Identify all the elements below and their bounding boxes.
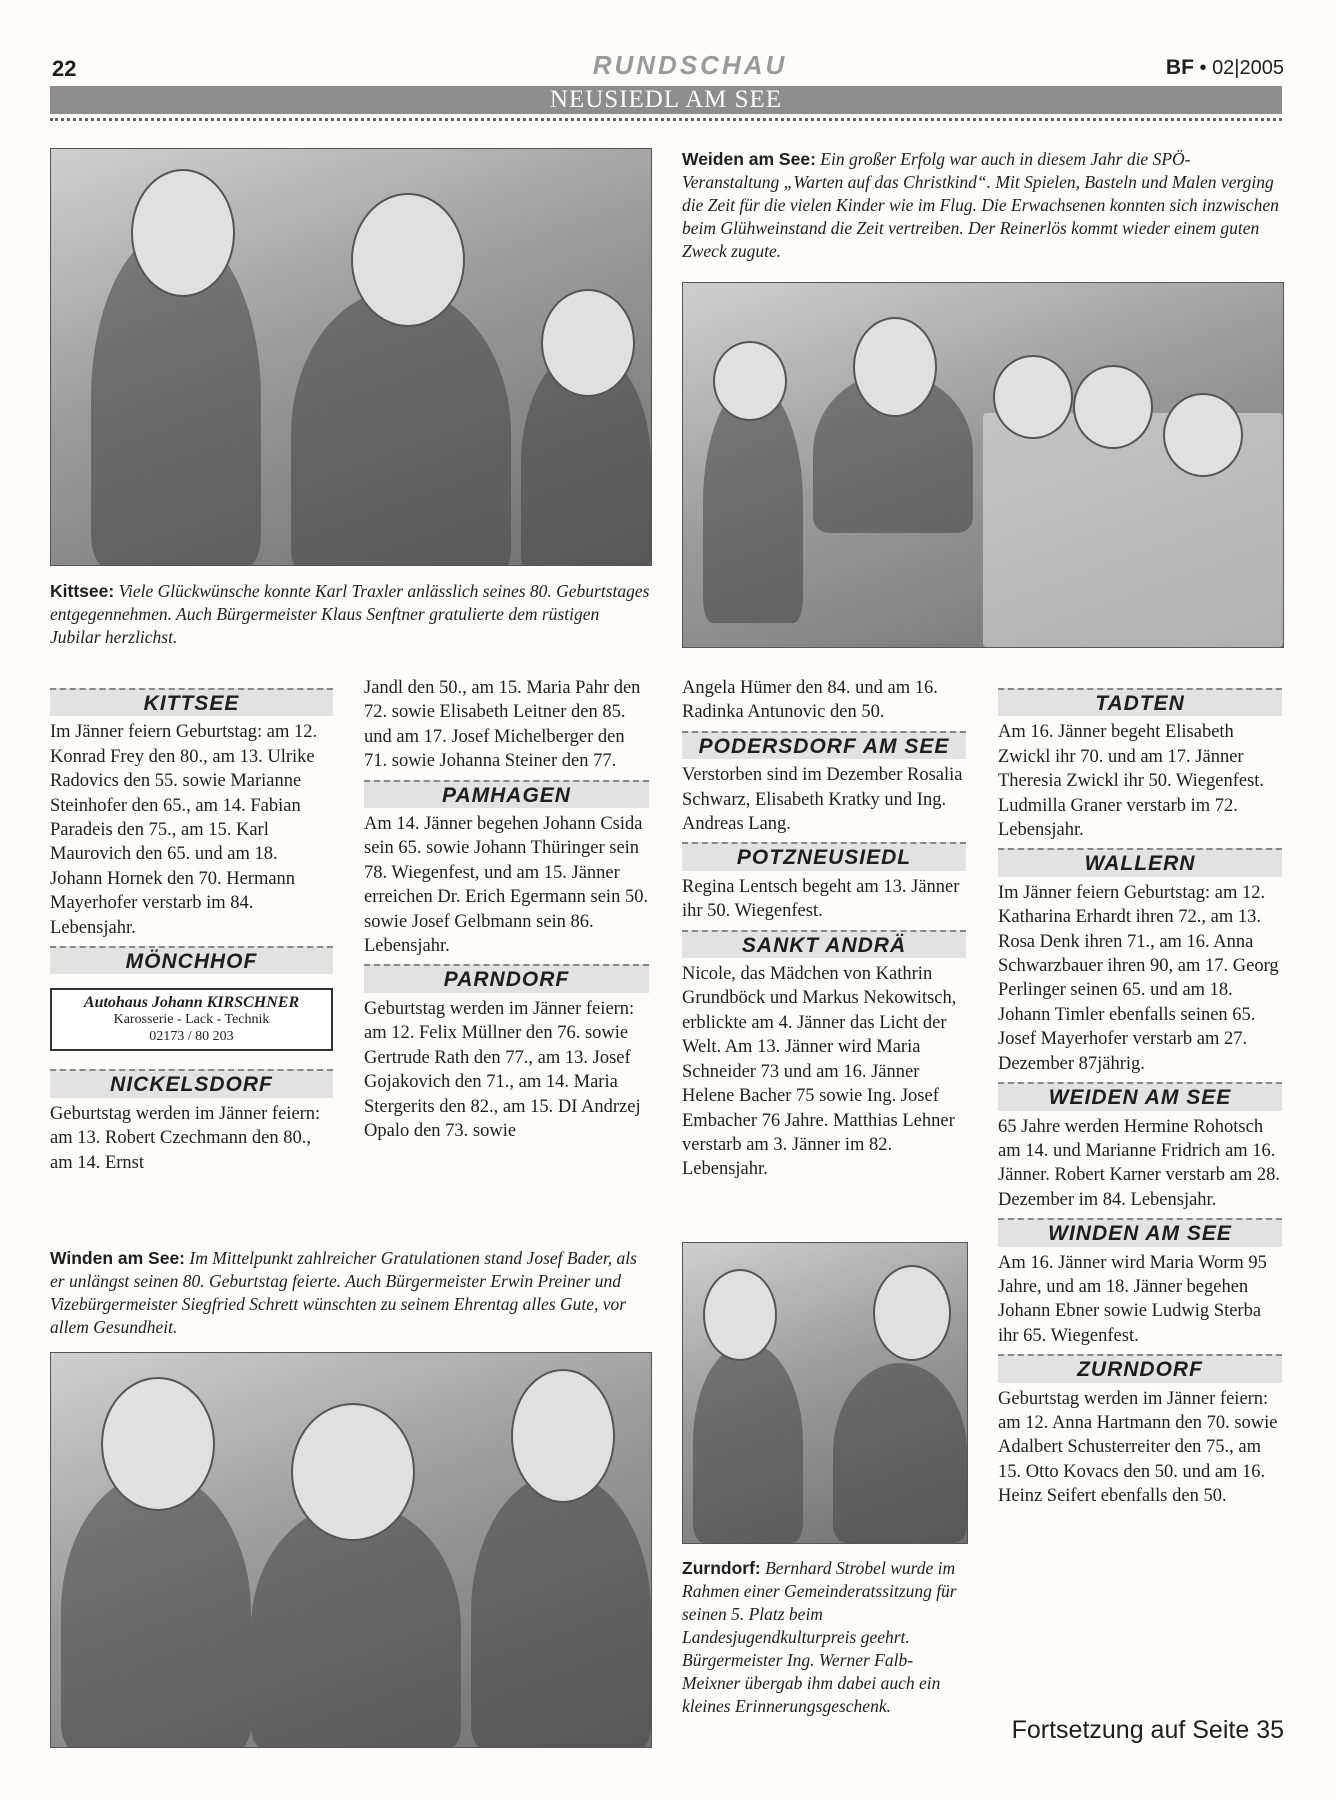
page-number: 22 <box>52 56 77 81</box>
photo-kittsee <box>50 148 652 566</box>
text-pamhagen: Am 14. Jänner begehen Johann Csida sein 65. sowie Johann Thüringer sein 78. Wiegenfest, und am 15. Jänner erreichen Dr. Erich Egermann sein 50. sowie Josef Gelbmann sein 86. Lebensjahr. <box>364 814 649 957</box>
ad-kirschner <box>50 988 333 1051</box>
text-sankt-andrae: Nicole, das Mädchen von Kathrin Grundböck und Markus Nekowitsch, erblickte am 4. Jänner das Licht der Welt. Am 13. Jänner wird Maria Schneider 73 und am 16. Jänner Helene Bacher 75 sowie Ing. Josef Embacher 76 Jahre. Matthias Lehner verstarb am 3. Jänner im 82. Lebensjahr. <box>682 964 957 1180</box>
column-4 <box>998 682 1282 1509</box>
column-2 <box>364 676 649 1143</box>
column-1 <box>50 682 333 1175</box>
text-nickelsdorf: Geburtstag werden im Jänner feiern: am 13. Robert Czechmann den 80., am 14. Ernst <box>50 1103 321 1173</box>
text-tadten: Am 16. Jänner begeht Elisabeth Zwickl ihr 70. und am 17. Jänner Theresia Zwickl ihr 50. Wiegenfest. Ludmilla Graner verstarb im 72. Lebensjahr. <box>998 722 1265 841</box>
caption-weiden <box>682 148 1282 263</box>
text-weiden: 65 Jahre werden Hermine Rohotsch am 14. und Marianne Fridrich am 16. Jänner. Robert Karner verstarb am 28. Dezember im 84. Lebensjahr. <box>998 1116 1281 1210</box>
text-podersdorf: Verstorben sind im Dezember Rosalia Schwarz, Elisabeth Kratky und Ing. Andreas Lang. <box>682 765 963 835</box>
heading-tadten: TADTEN <box>998 688 1282 716</box>
caption-place: Winden am See: <box>50 1248 186 1268</box>
column-3 <box>682 676 966 1182</box>
ad-line: Karosserie - Lack - Technik <box>113 1012 270 1028</box>
caption-kittsee <box>50 580 650 649</box>
heading-kittsee: KITTSEE <box>50 688 333 716</box>
caption-text: Ein großer Erfolg war auch in diesem Jahr die SPÖ-Veranstaltung „Warten auf das Christkind“. Mit Spielen, Basteln und Malen verging die Zeit für die vielen Kinder wie im Flug. Die Erwachsenen konnten sich inzwischen beim Glühweinstand die Zeit vertreiben. Der Reinerlös kommt wieder einem guten Zweck zugute. <box>682 149 1279 261</box>
heading-moenchhof: MÖNCHHOF <box>50 946 333 974</box>
text-nickelsdorf-cont: Jandl den 50., am 15. Maria Pahr den 72. sowie Elisabeth Leitner den 85. und am 17. Josef Michelberger den 71. sowie Johanna Steiner den 77. <box>364 678 641 772</box>
ad-phone: 02173 / 80 203 <box>149 1029 234 1045</box>
caption-winden <box>50 1247 650 1339</box>
caption-place: Weiden am See: <box>682 149 816 169</box>
heading-sankt-andrae: SANKT ANDRÄ <box>682 930 966 958</box>
section-title: NEUSIEDL AM SEE <box>50 86 1282 114</box>
issue-info <box>1166 56 1284 80</box>
text-winden: Am 16. Jänner wird Maria Worm 95 Jahre, und am 18. Jänner begehen Johann Ebner sowie Ludwig Sterba ihr 65. Wiegenfest. <box>998 1252 1267 1346</box>
text-potzneusiedl: Regina Lentsch begeht am 13. Jänner ihr 50. Wiegenfest. <box>682 876 960 922</box>
photo-zurndorf <box>682 1242 968 1544</box>
issue-brand: BF <box>1165 56 1194 79</box>
heading-podersdorf: PODERSDORF AM SEE <box>682 731 966 759</box>
continued-note: Fortsetzung auf Seite 35 <box>1011 1716 1284 1744</box>
section-divider <box>50 118 1282 121</box>
heading-potzneusiedl: POTZNEUSIEDL <box>682 842 966 870</box>
text-zurndorf: Geburtstag werden im Jänner feiern: am 12. Anna Hartmann den 70. sowie Adalbert Schusterreiter den 75., am 15. Otto Kovacs den 50. und am 16. Heinz Seifert ebenfalls den 50. <box>998 1388 1278 1507</box>
heading-winden: WINDEN AM SEE <box>998 1218 1282 1246</box>
caption-text: Im Mittelpunkt zahlreicher Gratulationen stand Josef Bader, als er unlängst seinen 80. Geburtstag feierte. Auch Bürgermeister Erwin Preiner und Vizebürgermeister Siegfried Schrett wünschten zu seinem Ehrentag alles Gute, vor allem Gesundheit. <box>50 1248 637 1337</box>
text-kittsee: Im Jänner feiern Geburtstag: am 12. Konrad Frey den 80., am 13. Ulrike Radovics den 55. sowie Marianne Steinhofer den 65., am 14. Fabian Paradeis den 75., am 15. Karl Maurovich den 65. und am 18. Johann Hornek den 70. Hermann Mayerhofer verstarb im 84. Lebensjahr. <box>50 722 318 938</box>
text-parndorf: Geburtstag werden im Jänner feiern: am 12. Felix Müllner den 76. sowie Gertrude Rath den 77., am 13. Josef Gojakovich den 71., am 14. Maria Stergerits den 82., am 15. DI Andrzej Opalo den 73. sowie <box>364 998 641 1141</box>
issue-date: 02|2005 <box>1212 57 1284 79</box>
text-parndorf-cont: Angela Hümer den 84. und am 16. Radinka Antunovic den 50. <box>682 678 938 723</box>
heading-weiden: WEIDEN AM SEE <box>998 1082 1282 1110</box>
caption-zurndorf <box>682 1557 968 1718</box>
caption-place: Kittsee: <box>50 581 115 601</box>
text-wallern: Im Jänner feiern Geburtstag: am 12. Katharina Erhardt ihren 72., am 13. Rosa Denk ihren 71., am 16. Anna Schwarzbauer ihren 90, am 17. Georg Perlinger seinen 65. und am 18. Johann Timler ebenfalls seinen 65. Josef Mayerhofer verstarb am 27. Dezember 87jährig. <box>998 882 1279 1074</box>
caption-text: Bernhard Strobel wurde im Rahmen einer Gemeinderatssitzung für seinen 5. Platz beim Landesjugendkulturpreis geehrt. Bürgermeister Ing. Werner Falb-Meixner übergab ihm dabei auch ein kleines Erinnerungsgeschenk. <box>682 1558 957 1716</box>
ad-title: Autohaus Johann KIRSCHNER <box>83 994 300 1012</box>
heading-pamhagen: PAMHAGEN <box>364 780 649 808</box>
heading-zurndorf: ZURNDORF <box>998 1354 1282 1382</box>
masthead-title: RUNDSCHAU <box>592 50 788 80</box>
photo-weiden <box>682 282 1284 648</box>
caption-text: Viele Glückwünsche konnte Karl Traxler anlässlich seines 80. Geburtstages entgegennehmen. Auch Bürgermeister Klaus Senftner gratulierte dem rüstigen Jubilar herzlichst. <box>50 581 650 647</box>
heading-wallern: WALLERN <box>998 848 1282 876</box>
photo-winden <box>50 1352 652 1748</box>
issue-separator: • <box>1199 57 1207 79</box>
heading-parndorf: PARNDORF <box>364 964 649 992</box>
heading-nickelsdorf: NICKELSDORF <box>50 1069 333 1097</box>
caption-place: Zurndorf: <box>682 1558 761 1578</box>
